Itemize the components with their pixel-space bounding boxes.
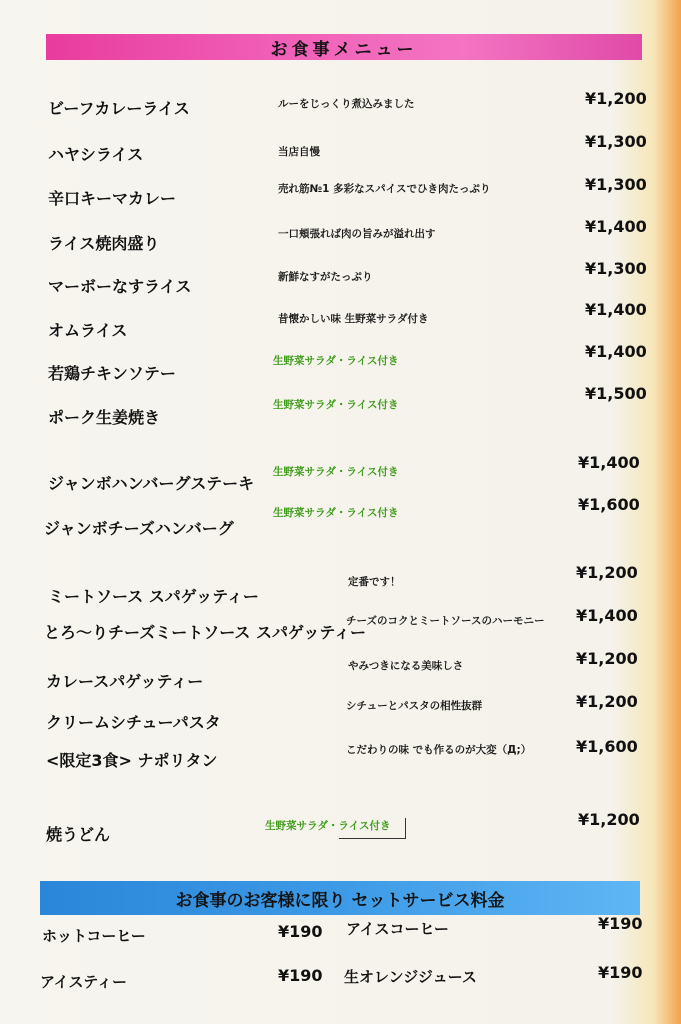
menu-item-price: ¥1,300 (585, 259, 647, 278)
menu-item-desc: 生野菜サラダ・ライス付き (273, 507, 399, 519)
menu-item-name: オムライス (48, 321, 128, 340)
menu-item-price: ¥1,600 (578, 495, 640, 514)
menu-item-name: ハヤシライス (48, 145, 144, 164)
menu-item-price: ¥1,500 (585, 384, 647, 403)
menu-item-name: 辛口キーマカレー (48, 189, 177, 208)
set-service-title: お食事のお客様に限り セットサービス料金 (175, 890, 505, 911)
menu-item-name: ビーフカレーライス (48, 99, 190, 118)
menu-item-price: ¥1,400 (578, 453, 640, 472)
menu-item-price: ¥1,400 (585, 300, 647, 319)
menu-item-desc: 新鮮なすがたっぷり (278, 271, 373, 283)
drink-price: ¥190 (598, 963, 643, 982)
menu-item-name: ミートソース スパゲッティー (48, 587, 259, 606)
handwritten-box-mark (339, 818, 406, 839)
menu-item-desc: 生野菜サラダ・ライス付き (273, 355, 399, 367)
menu-item-name: <限定3食> ナポリタン (46, 751, 218, 770)
menu-item-price: ¥1,200 (585, 89, 647, 108)
menu-item-name: ライス焼肉盛り (48, 234, 160, 253)
menu-item-desc: 生野菜サラダ・ライス付き (265, 820, 391, 832)
menu-item-price: ¥1,200 (576, 692, 638, 711)
menu-item-name: 焼うどん (46, 825, 111, 844)
menu-item-name: マーボーなすライス (48, 277, 192, 296)
menu-item-price: ¥1,200 (576, 563, 638, 582)
menu-item-name: ジャンボチーズハンバーグ (44, 519, 234, 538)
drink-price: ¥190 (598, 914, 643, 933)
menu-item-price: ¥1,300 (585, 175, 647, 194)
drink-name: ホットコーヒー (42, 927, 146, 945)
menu-item-desc: シチューとパスタの相性抜群 (346, 700, 483, 712)
menu-item-desc: 一口頬張れば肉の旨みが溢れ出す (278, 228, 436, 240)
menu-item-desc: ルーをじっくり煮込みました (278, 98, 415, 110)
menu-item-price: ¥1,200 (576, 649, 638, 668)
menu-header-bar (46, 34, 642, 60)
menu-item-price: ¥1,300 (585, 132, 647, 151)
menu-item-price: ¥1,200 (578, 810, 640, 829)
set-service-bar (40, 881, 640, 915)
menu-item-desc: 売れ筋№1 多彩なスパイスでひき肉たっぷり (278, 183, 491, 195)
menu-item-name: ジャンボハンバーグステーキ (48, 474, 255, 493)
menu-item-desc: こだわりの味 でも作るのが大変（Д;） (346, 744, 532, 756)
drink-name: アイスコーヒー (346, 920, 449, 938)
menu-item-name: ポーク生姜焼き (48, 408, 161, 427)
menu-title: お食事メニュー (270, 39, 418, 60)
menu-item-name: カレースパゲッティー (46, 672, 204, 691)
menu-item-desc: 生野菜サラダ・ライス付き (273, 399, 399, 411)
menu-item-price: ¥1,400 (585, 217, 647, 236)
menu-item-price: ¥1,400 (576, 606, 638, 625)
drink-name: アイスティー (40, 973, 128, 991)
menu-item-desc: 当店自慢 (278, 146, 320, 158)
menu-item-price: ¥1,600 (576, 737, 638, 756)
menu-item-desc: やみつきになる美味しさ (348, 660, 464, 672)
drink-price: ¥190 (278, 966, 323, 985)
menu-item-name: とろ～りチーズミートソース スパゲッティー (44, 623, 367, 642)
menu-item-desc: 昔懐かしい味 生野菜サラダ付き (278, 313, 429, 325)
menu-item-name: 若鶏チキンソテー (48, 364, 176, 383)
menu-item-desc: 生野菜サラダ・ライス付き (273, 466, 399, 478)
menu-item-price: ¥1,400 (585, 342, 647, 361)
drink-name: 生オレンジジュース (344, 968, 477, 986)
menu-item-desc: 定番です！ (348, 576, 401, 588)
menu-item-name: クリームシチューパスタ (46, 713, 221, 732)
drink-price: ¥190 (278, 922, 323, 941)
menu-item-desc: チーズのコクとミートソースのハーモニー (346, 615, 545, 627)
